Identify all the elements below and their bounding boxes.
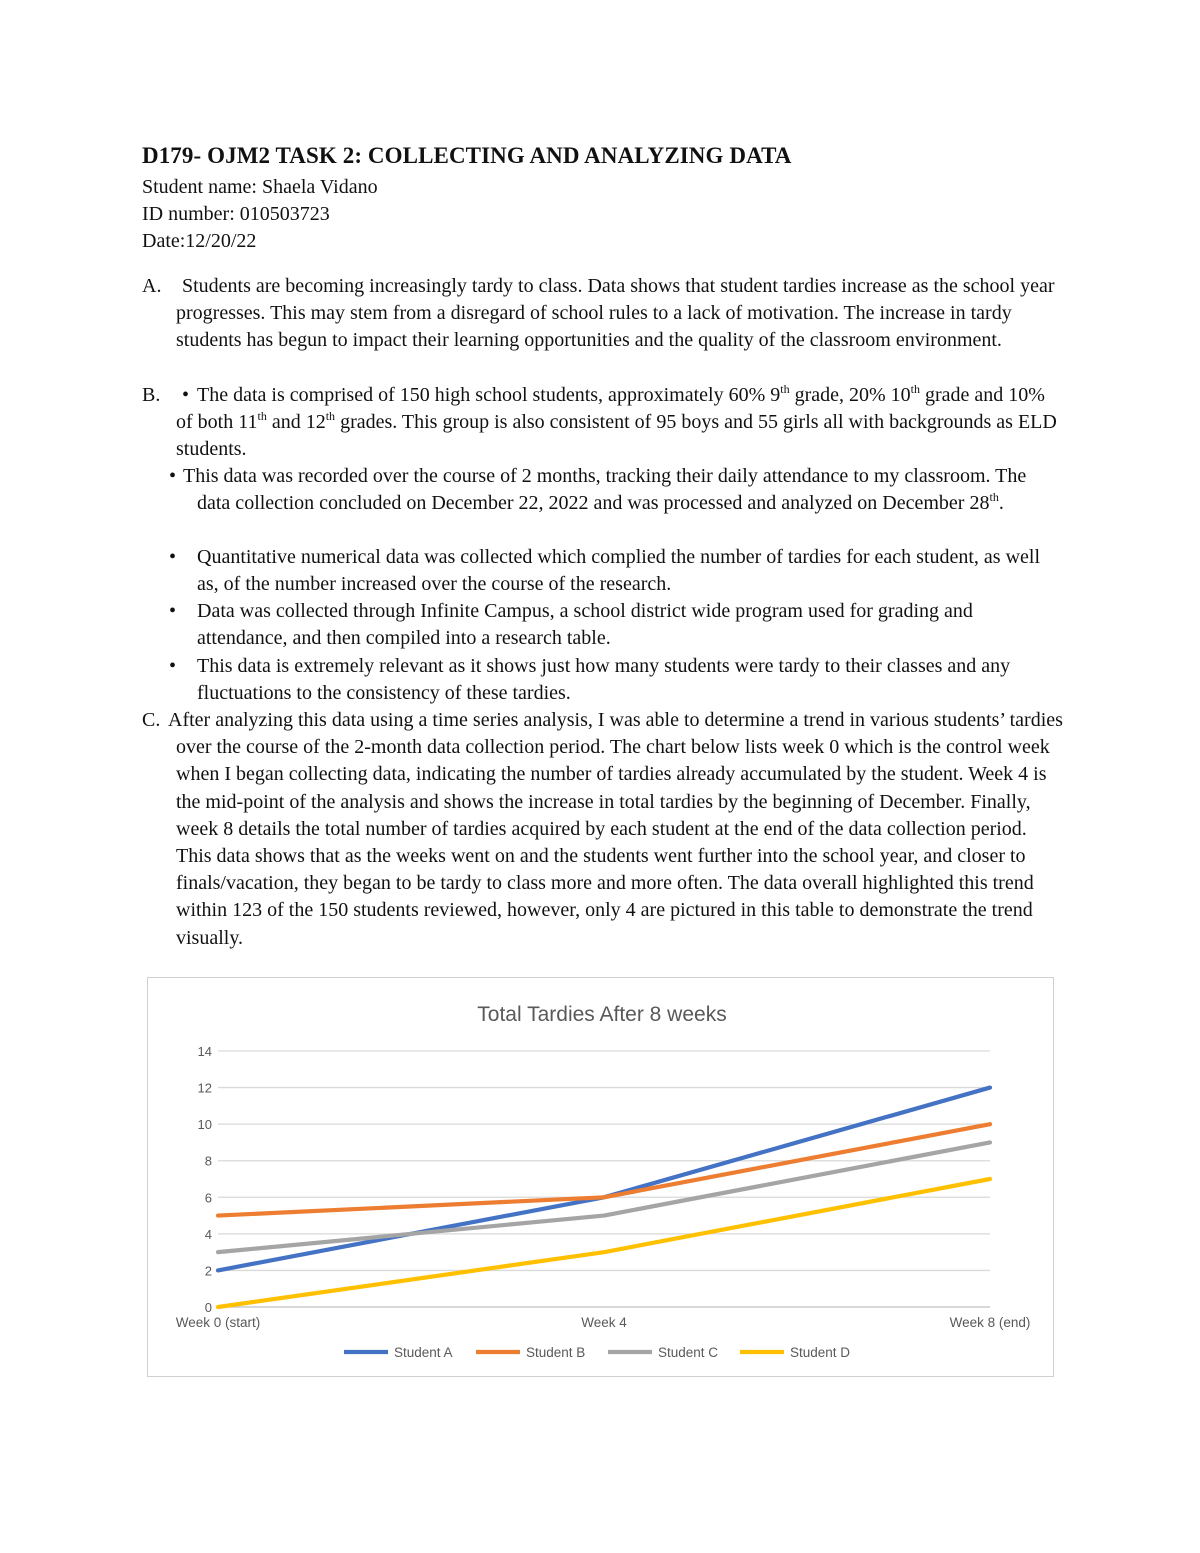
document-title: D179- OJM2 TASK 2: COLLECTING AND ANALYZING DATA <box>142 143 792 168</box>
bullet-3: • <box>169 546 177 568</box>
bullet-4: • <box>169 600 177 622</box>
student-name: Student name: Shaela Vidano <box>142 176 378 198</box>
y-tick-label: 8 <box>204 1153 212 1169</box>
legend-label: Student B <box>526 1345 586 1360</box>
section-b-point-2: This data was recorded over the course of 2 months, tracking their daily attendance to my classroom. The data collection concluded on December 22, 2022 and was processed and analyzed on December 28th. <box>183 465 1027 515</box>
y-tick-label: 14 <box>197 1044 212 1059</box>
y-tick-label: 10 <box>197 1117 212 1133</box>
x-tick-label: Week 4 <box>581 1315 627 1330</box>
section-c-marker: C. <box>142 709 161 731</box>
legend-label: Student A <box>394 1345 453 1360</box>
y-tick-label: 6 <box>204 1190 212 1206</box>
date: Date:12/20/22 <box>142 230 257 252</box>
section-b-point-1: • The data is comprised of 150 high school students, approximately 60% 9th grade, 20% 10th grade and 10% of both 11th and 12th grades. This group is also consistent of 95 boys and 55 girls all with backgrounds as ELD students. <box>176 382 1057 461</box>
y-tick-label: 2 <box>204 1263 212 1279</box>
section-a-text: Students are becoming increasingly tardy to class. Data shows that student tardies increase as the school year progresses. This may stem from a disregard of school rules to a lack of motivation. The increase in tardy students has begun to impact their learning opportunities and the quality of the classroom environment. <box>176 275 1055 352</box>
legend-label: Student C <box>658 1345 719 1360</box>
section-b-point-5: This data is extremely relevant as it shows just how many students were tardy to their classes and any fluctuations to the consistency of these tardies. <box>197 655 1011 705</box>
x-tick-label: Week 0 (start) <box>175 1315 261 1330</box>
x-tick-label: Week 8 (end) <box>949 1315 1031 1330</box>
y-tick-label: 12 <box>197 1080 212 1096</box>
bullet-1: • <box>182 384 190 406</box>
section-b-point-4: Data was collected through Infinite Campus, a school district wide program used for grading and attendance, and then compiled into a research table. <box>197 600 973 650</box>
section-b-marker: B. <box>142 384 161 406</box>
chart-container <box>147 977 1054 1377</box>
y-tick-label: 4 <box>204 1226 212 1242</box>
section-c-text: After analyzing this data using a time series analysis, I was able to determine a trend in various students’ tardies over the course of the 2-month data collection period. The chart below lists week 0 which is the control week when I began collecting data, indicating the number of tardies already accumulated by the student. Week 4 is the mid-point of the analysis and shows the increase in total tardies by the beginning of December. Finally, week 8 details the total number of tardies acquired by each student at the end of the data collection period. This data shows that as the weeks went on and the students went further into the school year, and closer to finals/vacation, they began to be tardy to class more and more often. The data overall highlighted this trend within 123 of the 150 students reviewed, however, only 4 are pictured in this table to demonstrate the trend visually. <box>168 709 1063 949</box>
section-b-point-3: Quantitative numerical data was collected which complied the number of tardies for each student, as well as, of the number increased over the course of the research. <box>197 546 1041 596</box>
line-chart <box>148 978 1052 1375</box>
legend-label: Student D <box>790 1345 851 1360</box>
bullet-5: • <box>169 655 177 677</box>
chart-title: Total Tardies After 8 weeks <box>477 1003 727 1026</box>
y-tick-label: 0 <box>204 1300 212 1315</box>
bullet-2: • <box>169 465 177 487</box>
section-a-marker: A. <box>142 275 162 297</box>
id-number: ID number: 010503723 <box>142 203 330 225</box>
